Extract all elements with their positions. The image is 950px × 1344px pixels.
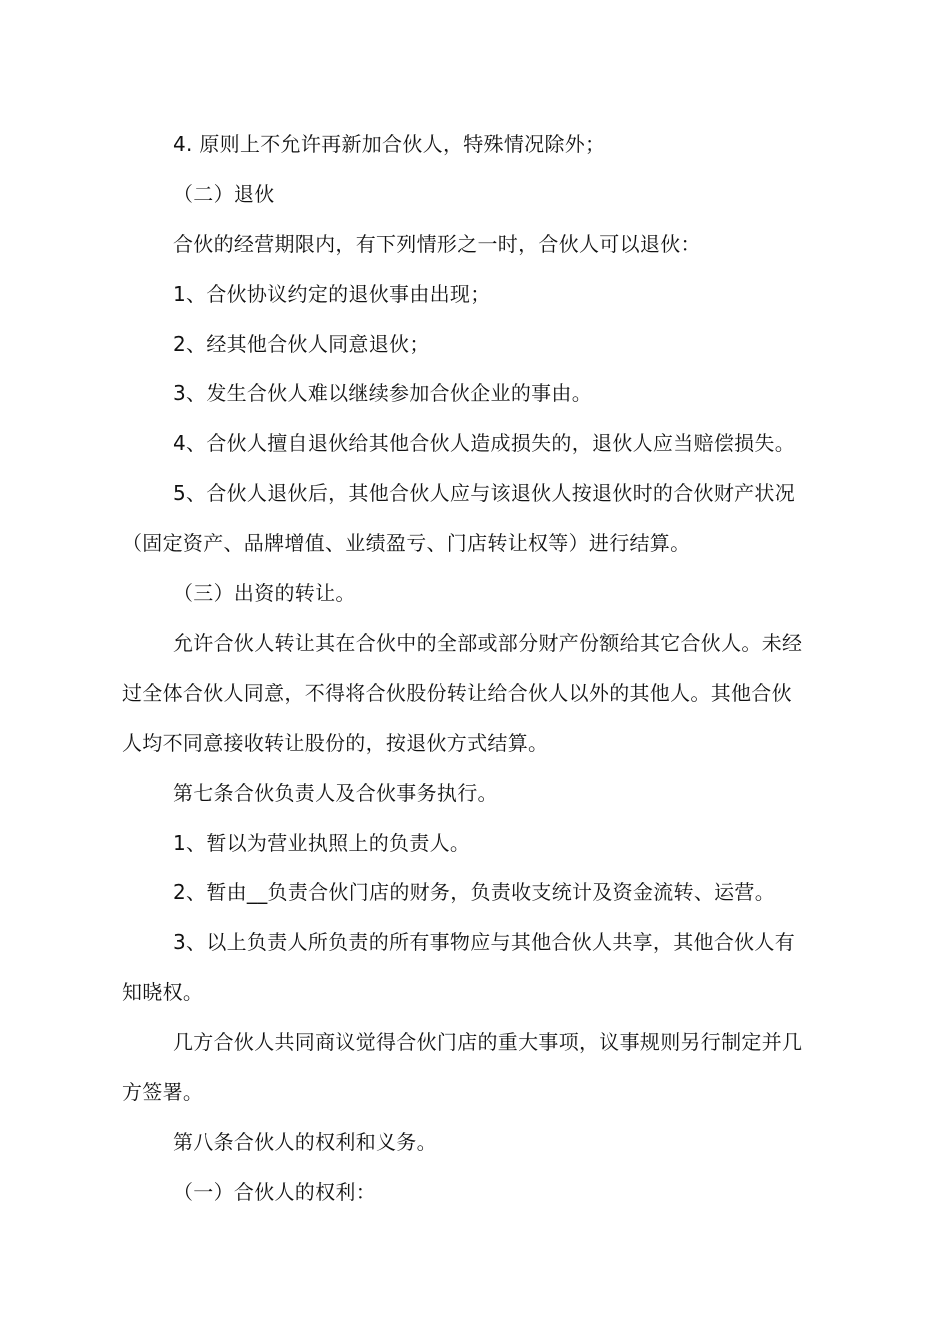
article-7-item-2: 2、暂由__负责合伙门店的财务，负责收支统计及资金流转、运营。 [173, 880, 776, 904]
transfer-paragraph-line-2: 过全体合伙人同意，不得将合伙股份转让给合伙人以外的其他人。其他合伙 [122, 681, 792, 705]
article-7-item-3-line-1: 3、以上负责人所负责的所有事物应与其他合伙人共享，其他合伙人有 [173, 930, 796, 954]
withdrawal-item-2: 2、经其他合伙人同意退伙； [173, 332, 430, 356]
section-heading-withdrawal: （二）退伙 [173, 182, 275, 206]
withdrawal-item-1: 1、合伙协议约定的退伙事由出现； [173, 282, 491, 306]
section-heading-partner-rights: （一）合伙人的权利： [173, 1180, 376, 1204]
section-heading-capital-transfer: （三）出资的转让。 [173, 581, 356, 605]
article-7-item-3-line-2: 知晓权。 [122, 980, 204, 1004]
transfer-paragraph-line-3: 人均不同意接收转让股份的，按退伙方式结算。 [122, 731, 549, 755]
major-matters-line-2: 方签署。 [122, 1080, 204, 1104]
transfer-paragraph-line-1: 允许合伙人转让其在合伙中的全部或部分财产份额给其它合伙人。未经 [173, 631, 803, 655]
withdrawal-item-3: 3、发生合伙人难以继续参加合伙企业的事由。 [173, 381, 593, 405]
article-7-item-1: 1、暂以为营业执照上的负责人。 [173, 831, 471, 855]
article-7-heading: 第七条合伙负责人及合伙事务执行。 [173, 781, 498, 805]
major-matters-line-1: 几方合伙人共同商议觉得合伙门店的重大事项，议事规则另行制定并几 [173, 1030, 803, 1054]
withdrawal-item-4: 4、合伙人擅自退伙给其他合伙人造成损失的，退伙人应当赔偿损失。 [173, 431, 796, 455]
withdrawal-intro: 合伙的经营期限内，有下列情形之一时，合伙人可以退伙： [173, 232, 701, 256]
withdrawal-item-5-line-2: （固定资产、品牌增值、业绩盈亏、门店转让权等）进行结算。 [122, 531, 691, 555]
article-8-heading: 第八条合伙人的权利和义务。 [173, 1130, 437, 1154]
clause-item-4-no-new-partners: 4. 原则上不允许再新加合伙人，特殊情况除外； [173, 132, 606, 156]
withdrawal-item-5-line-1: 5、合伙人退伙后，其他合伙人应与该退伙人按退伙时的合伙财产状况 [173, 481, 796, 505]
